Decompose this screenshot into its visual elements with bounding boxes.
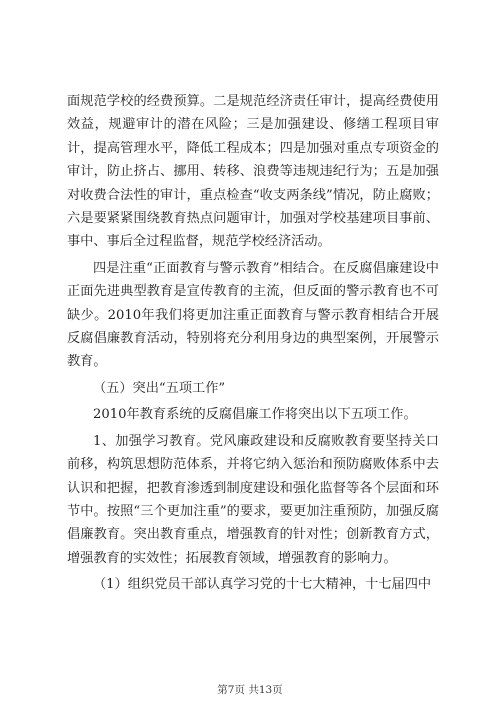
paragraph-five-tasks-intro: 2010年教育系统的反腐倡廉工作将突出以下五项工作。	[93, 407, 417, 423]
page-footer: 第7页 共13页	[217, 684, 283, 696]
paragraph-study-education: 1、加强学习教育。党风廉政建设和反腐败教育要坚持关口前移，构筑思想防范体系，并将它纳入惩治和预防腐败体系中去认识和把握，把教育渗透到制度建设和强化监督等各个层面和环节中。按照“三个更加注重”的要求，要更加注重预防，加强反腐倡廉教育。突出教育重点，增强教育的针对性；创新教育方式，增强教育的实效性；拓展教育领域，增强教育的影响力。	[67, 433, 439, 566]
document-body	[67, 90, 439, 600]
paragraph-organize-study: （1）组织党员干部认真学习党的十七大精神，十七届四中	[93, 577, 432, 593]
section-heading-five-tasks: （五）突出“五项工作”	[93, 380, 226, 396]
paragraph-audit-continued: 面规范学校的经费预算。二是规范经济责任审计，提高经费使用效益，规避审计的潜在风险；三是加强建设、修缮工程项目审计，提高管理水平，降低工程成本；四是加强对重点专项资金的审计，防止挤占、挪用、转移、浪费等违规违纪行为；五是加强对收费合法性的审计，重点检查“收支两条线”情况，防止腐败；六是要紧紧围绕教育热点问题审计，加强对学校基建项目事前、事中、事后全过程监督，规范学校经济活动。	[67, 94, 439, 250]
paragraph-education-combination: 四是注重“正面教育与警示教育”相结合。在反腐倡廉建设中正面先进典型教育是宣传教育的主流，但反面的警示教育也不可缺少。2010年我们将更加注重正面教育与警示教育相结合开展反腐倡廉教育活动，特别将充分利用身边的典型案例，开展警示教育。	[67, 260, 439, 370]
